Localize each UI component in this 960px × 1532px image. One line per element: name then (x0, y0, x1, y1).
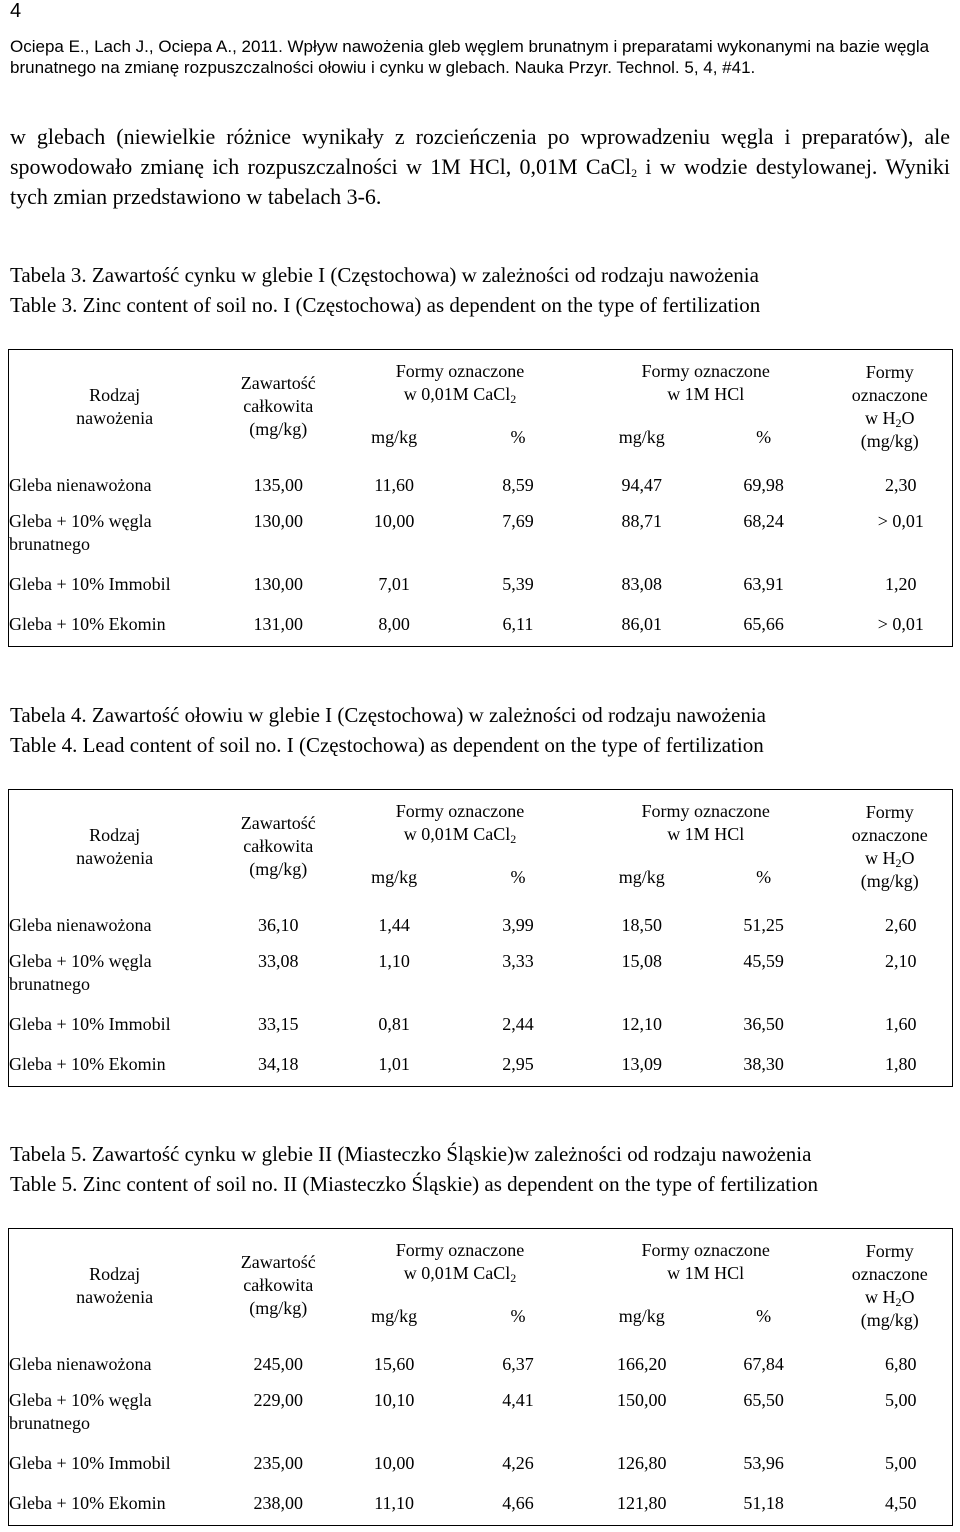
table-cell: 0,81 (378, 1013, 410, 1034)
subheader-pct: % (510, 427, 526, 447)
table-cell: 5,39 (502, 573, 534, 594)
table-cell: 36,10 (257, 914, 299, 935)
table-cell: 2,10 (828, 944, 953, 1007)
table-cell: 245,00 (253, 1353, 303, 1374)
row-label (9, 1383, 221, 1446)
header-hcl (584, 790, 828, 852)
row-label (9, 1446, 221, 1486)
table-cell: 235,00 (253, 1452, 303, 1473)
header-cacl2-text: w 0,01M CaCl (403, 824, 511, 844)
row-label-line1: Gleba nienawożona (9, 1353, 152, 1374)
row-label-line1: Gleba nienawożona (9, 474, 152, 495)
header-h2o-line3 (828, 407, 952, 430)
row-label-line2: brunatnego (9, 1412, 90, 1433)
subheader-pct: % (756, 867, 772, 887)
table-row (9, 567, 953, 607)
header-cacl2 (336, 1229, 584, 1291)
header-rodzaj-line1: Rodzaj (89, 1263, 141, 1284)
header-h2o-line1: Formy (865, 801, 914, 822)
table-cell: 2,44 (502, 1013, 534, 1034)
intro-paragraph (10, 122, 950, 212)
header-cacl2-sub: 2 (510, 1271, 517, 1285)
subheader-mgkg: mg/kg (618, 1306, 665, 1326)
row-label (9, 944, 221, 1007)
table-cell: 150,00 (617, 1389, 667, 1410)
table-cell: 45,59 (743, 950, 784, 971)
table-cell: 38,30 (700, 1047, 828, 1087)
header-zawartosc (220, 1229, 336, 1343)
header-zaw-line3: (mg/kg) (249, 1298, 308, 1319)
header-zaw-line2: całkowita (243, 836, 314, 857)
table-row (9, 1383, 953, 1446)
subheader-pct: % (756, 1306, 772, 1326)
table-row (9, 1486, 953, 1526)
table-cell: 4,50 (828, 1486, 953, 1526)
table-cell: 1,20 (828, 567, 953, 607)
table-cell: 2,60 (828, 904, 953, 944)
row-label-line1: Gleba + 10% Ekomin (9, 1492, 166, 1513)
header-h2o-sub: 2 (895, 855, 902, 870)
table-cell: 7,01 (378, 573, 410, 594)
header-rodzaj-line2: nawożenia (76, 1286, 154, 1307)
table-cell: 4,26 (502, 1452, 534, 1473)
table-cell: 65,50 (743, 1389, 784, 1410)
header-rodzaj-line2: nawożenia (76, 407, 154, 428)
row-label (9, 567, 221, 607)
header-h2o-line4: (mg/kg) (860, 1309, 919, 1330)
row-label (9, 504, 221, 567)
row-label-line1: Gleba + 10% węgla (9, 510, 152, 531)
header-zaw-line1: Zawartość (240, 373, 316, 394)
header-h2o-line2: oznaczone (851, 384, 928, 405)
header-h2o (828, 790, 953, 904)
header-hcl-line2: w 1M HCl (667, 824, 745, 844)
caption-pl: Tabela 4. Zawartość ołowiu w glebie I (Częstochowa) w zależności od rodzaju nawożenia (10, 703, 766, 727)
table-row (9, 944, 953, 1007)
table-cell: 130,00 (253, 573, 303, 594)
header-rodzaj (9, 350, 221, 464)
table-cell: 10,00 (373, 510, 415, 531)
row-label-line1: Gleba + 10% węgla (9, 1389, 152, 1410)
caption-pl: Tabela 3. Zawartość cynku w glebie I (Częstochowa) w zależności od rodzaju nawożenia (10, 263, 759, 287)
table-cell: 5,00 (828, 1383, 953, 1446)
table-cell: 166,20 (617, 1353, 667, 1374)
subheader-mgkg: mg/kg (371, 1306, 418, 1326)
table-cell: 4,41 (502, 1389, 534, 1410)
subheader-pct: % (510, 1306, 526, 1326)
header-h2o-text-a: w H (865, 407, 896, 428)
table-cell: 69,98 (743, 474, 784, 495)
header-hcl-line1: Formy oznaczone (641, 361, 770, 381)
header-cacl2-line1: Formy oznaczone (395, 361, 525, 381)
table-cell: 4,66 (452, 1486, 584, 1526)
caption-pl: Tabela 5. Zawartość cynku w glebie II (Miasteczko Śląskie)w zależności od rodzaju nawożenia (10, 1142, 812, 1166)
table-cell: 68,24 (743, 510, 784, 531)
header-cacl2-line1: Formy oznaczone (395, 1240, 525, 1260)
table-cell: 18,50 (621, 914, 663, 935)
table-cell: 33,08 (257, 950, 299, 971)
table-caption-3 (10, 260, 760, 320)
row-label (9, 1047, 221, 1087)
table-caption-5 (10, 1139, 818, 1199)
table-cell: 3,99 (502, 914, 534, 935)
subheader-pct: % (510, 867, 526, 887)
row-label-line1: Gleba + 10% Immobil (9, 573, 171, 594)
table-cell: 229,00 (253, 1389, 303, 1410)
header-hcl-line2: w 1M HCl (667, 1263, 745, 1283)
row-label-line1: Gleba + 10% Ekomin (9, 613, 166, 634)
header-zaw-line3: (mg/kg) (249, 859, 308, 880)
table-cell: 13,09 (584, 1047, 700, 1087)
table-cell: 1,10 (378, 950, 410, 971)
header-h2o-line3 (828, 847, 952, 870)
intro-text-2: i w wodzie destylowanej. Wyniki tych zmian przedstawiono w tabelach 3-6. (10, 154, 950, 209)
table-row (9, 1343, 953, 1383)
table-cell: 10,10 (373, 1389, 415, 1410)
table-row (9, 1047, 953, 1087)
header-hcl (584, 1229, 828, 1291)
caption-en: Table 4. Lead content of soil no. I (Częstochowa) as dependent on the type of fertilization (10, 733, 764, 757)
table-cell: 1,01 (336, 1047, 452, 1087)
header-cacl2-text: w 0,01M CaCl (403, 1263, 511, 1283)
table-cell: 94,47 (621, 474, 663, 495)
table-cell: 15,08 (621, 950, 663, 971)
header-hcl-line1: Formy oznaczone (641, 801, 770, 821)
table-cell: 6,11 (452, 607, 584, 647)
table-cell: 8,59 (502, 474, 534, 495)
header-h2o-sub: 2 (895, 415, 902, 430)
table-cell: 11,60 (374, 474, 415, 495)
table-cell: 8,00 (336, 607, 452, 647)
header-cacl2-line1: Formy oznaczone (395, 801, 525, 821)
header-cacl2-line2 (336, 1262, 584, 1285)
table-cell: 63,91 (743, 573, 784, 594)
header-zawartosc (220, 790, 336, 904)
row-label (9, 904, 221, 944)
table-cell: 1,44 (378, 914, 410, 935)
table-cell: 1,80 (828, 1047, 953, 1087)
header-h2o-text-a: w H (865, 847, 896, 868)
header-zaw-line2: całkowita (243, 1275, 314, 1296)
header-h2o-line1: Formy (865, 1240, 914, 1261)
caption-en: Table 5. Zinc content of soil no. II (Miasteczko Śląskie) as dependent on the type of fertilization (10, 1172, 818, 1196)
header-rodzaj-line1: Rodzaj (89, 824, 141, 845)
page-number: 4 (10, 0, 22, 22)
header-h2o-line3 (828, 1286, 952, 1309)
data-table-5 (8, 1228, 953, 1526)
table-cell: 51,18 (700, 1486, 828, 1526)
table-cell: 53,96 (743, 1452, 784, 1473)
table-cell: 51,25 (743, 914, 784, 935)
row-label-line1: Gleba nienawożona (9, 914, 152, 935)
table-cell: 10,00 (373, 1452, 415, 1473)
header-zaw-line3: (mg/kg) (249, 419, 308, 440)
table-cell: 83,08 (621, 573, 663, 594)
header-cacl2 (336, 790, 584, 852)
row-label (9, 1486, 221, 1526)
header-zaw-line2: całkowita (243, 396, 314, 417)
header-hcl (584, 350, 828, 412)
row-label (9, 1007, 221, 1047)
table-row (9, 904, 953, 944)
table-cell: 238,00 (220, 1486, 336, 1526)
table-cell: 67,84 (743, 1353, 784, 1374)
header-rodzaj-line1: Rodzaj (89, 384, 141, 405)
citation: Ociepa E., Lach J., Ociepa A., 2011. Wpływ nawożenia gleb węglem brunatnym i preparatami wykonanymi na bazie węgla brunatnego na zmianę rozpuszczalności ołowiu i cynku w glebach. Nauka Przyr. Technol. 5, 4, #41. (10, 37, 930, 77)
table-cell: 6,80 (828, 1343, 953, 1383)
table-row (9, 504, 953, 567)
row-label (9, 464, 221, 504)
table-cell: 86,01 (584, 607, 700, 647)
header-cacl2-line2 (336, 383, 584, 406)
table-row (9, 1446, 953, 1486)
header-rodzaj (9, 790, 221, 904)
row-label (9, 1343, 221, 1383)
table-cell: 15,60 (373, 1353, 415, 1374)
table-cell: 3,33 (502, 950, 534, 971)
table-cell: > 0,01 (828, 607, 953, 647)
header-cacl2-sub: 2 (510, 392, 517, 406)
table-row (9, 1007, 953, 1047)
table-cell: > 0,01 (828, 504, 953, 567)
table-cell: 2,30 (828, 464, 953, 504)
header-rodzaj-line2: nawożenia (76, 847, 154, 868)
intro-subscript: 2 (631, 166, 638, 180)
header-h2o-text-b: O (901, 1286, 915, 1307)
table-cell: 131,00 (220, 607, 336, 647)
header-cacl2-text: w 0,01M CaCl (403, 384, 511, 404)
header-h2o-text-a: w H (865, 1286, 896, 1307)
intro-text-1: w glebach (niewielkie różnice wynikały z rozcieńczenia po wprowadzeniu węgla i preparatów), ale spowodowało zmianę ich rozpuszczalności w 1M HCl, 0,01M CaCl (10, 124, 950, 179)
header-hcl-line1: Formy oznaczone (641, 1240, 770, 1260)
table-cell: 88,71 (621, 510, 663, 531)
header-h2o-line1: Formy (865, 361, 914, 382)
header-h2o (828, 350, 953, 464)
subheader-mgkg: mg/kg (371, 427, 418, 447)
header-cacl2-sub: 2 (510, 832, 517, 846)
header-hcl-line2: w 1M HCl (667, 384, 745, 404)
table-cell: 36,50 (743, 1013, 784, 1034)
subheader-mgkg: mg/kg (618, 427, 665, 447)
table-cell: 121,80 (584, 1486, 700, 1526)
table-cell: 130,00 (253, 510, 303, 531)
header-h2o-sub: 2 (895, 1294, 902, 1309)
header-h2o-line2: oznaczone (851, 824, 928, 845)
header-h2o-line4: (mg/kg) (860, 870, 919, 891)
table-cell: 1,60 (828, 1007, 953, 1047)
table-cell: 34,18 (220, 1047, 336, 1087)
row-label-line1: Gleba + 10% Immobil (9, 1452, 171, 1473)
subheader-pct: % (756, 427, 772, 447)
header-h2o-text-b: O (901, 847, 915, 868)
data-table-3 (8, 349, 953, 647)
subheader-mgkg: mg/kg (371, 867, 418, 887)
header-h2o-text-b: O (901, 407, 915, 428)
row-label-line1: Gleba + 10% Ekomin (9, 1053, 166, 1074)
table-caption-4 (10, 700, 766, 760)
header-cacl2-line2 (336, 823, 584, 846)
header-zaw-line1: Zawartość (240, 813, 316, 834)
header-h2o-line2: oznaczone (851, 1263, 928, 1284)
table-cell: 65,66 (700, 607, 828, 647)
header-h2o-line4: (mg/kg) (860, 430, 919, 451)
table-cell: 135,00 (253, 474, 303, 495)
header-h2o (828, 1229, 953, 1343)
table-cell: 7,69 (502, 510, 534, 531)
table-cell: 33,15 (257, 1013, 299, 1034)
row-label-line2: brunatnego (9, 533, 90, 554)
subheader-mgkg: mg/kg (618, 867, 665, 887)
header-rodzaj (9, 1229, 221, 1343)
row-label-line1: Gleba + 10% węgla (9, 950, 152, 971)
row-label-line2: brunatnego (9, 973, 90, 994)
header-zaw-line1: Zawartość (240, 1252, 316, 1273)
header-zawartosc (220, 350, 336, 464)
row-label (9, 607, 221, 647)
caption-en: Table 3. Zinc content of soil no. I (Częstochowa) as dependent on the type of fertilization (10, 293, 761, 317)
header-cacl2 (336, 350, 584, 412)
table-cell: 6,37 (502, 1353, 534, 1374)
table-cell: 126,80 (617, 1452, 667, 1473)
table-row (9, 464, 953, 504)
table-row (9, 607, 953, 647)
table-cell: 12,10 (621, 1013, 663, 1034)
row-label-line1: Gleba + 10% Immobil (9, 1013, 171, 1034)
data-table-4 (8, 789, 953, 1087)
table-cell: 2,95 (452, 1047, 584, 1087)
table-cell: 11,10 (336, 1486, 452, 1526)
table-cell: 5,00 (828, 1446, 953, 1486)
